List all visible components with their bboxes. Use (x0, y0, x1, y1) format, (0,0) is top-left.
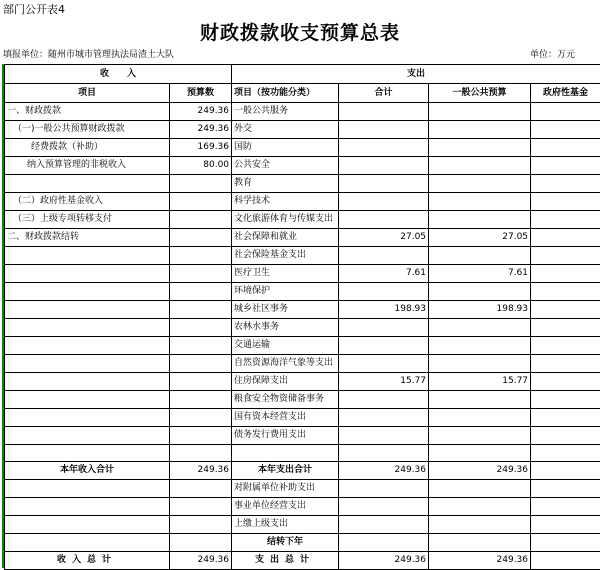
col-header-general-budget: 一般公共预算 (429, 84, 531, 103)
income-item-cell: （三）上级专项转移支付 (5, 211, 170, 229)
table-row (5, 534, 600, 552)
expense-item-cell: 事业单位经营支出 (232, 498, 339, 516)
income-budget-cell (170, 301, 232, 319)
col-header-total: 合计 (339, 84, 429, 103)
expense-general-cell (429, 445, 531, 462)
expense-gov-fund-cell (531, 283, 600, 301)
expense-item-cell: 农林水事务 (232, 319, 339, 337)
expense-total-cell (339, 480, 429, 498)
expense-total-cell (339, 355, 429, 373)
income-budget-cell: 249.36 (170, 462, 232, 480)
expense-total-cell (339, 211, 429, 229)
expense-item-cell: 外交 (232, 121, 339, 139)
table-row (5, 462, 600, 480)
table-row (5, 427, 600, 445)
income-budget-cell (170, 427, 232, 445)
income-item-cell: （一)一般公共预算财政拨款 (5, 121, 170, 139)
expense-general-cell: 249.36 (429, 552, 531, 570)
group-header-row (5, 65, 600, 84)
expense-general-cell (429, 247, 531, 265)
expense-general-cell (429, 337, 531, 355)
expense-gov-fund-cell (531, 480, 600, 498)
income-budget-cell (170, 247, 232, 265)
income-item-cell (5, 409, 170, 427)
income-budget-cell: 249.36 (170, 103, 232, 121)
expense-gov-fund-cell (531, 462, 600, 480)
income-budget-cell (170, 480, 232, 498)
col-header-budget: 预算数 (170, 84, 232, 103)
expense-item-cell: 上缴上级支出 (232, 516, 339, 534)
income-budget-cell (170, 265, 232, 283)
income-budget-cell (170, 516, 232, 534)
income-item-cell (5, 355, 170, 373)
expense-gov-fund-cell (531, 211, 600, 229)
income-item-cell (5, 391, 170, 409)
income-item-cell: 纳入预算管理的非税收入 (5, 157, 170, 175)
table-row (5, 211, 600, 229)
expense-gov-fund-cell (531, 193, 600, 211)
expense-item-cell: 环境保护 (232, 283, 339, 301)
expense-gov-fund-cell (531, 229, 600, 247)
income-budget-cell (170, 193, 232, 211)
expense-gov-fund-cell (531, 498, 600, 516)
expense-general-cell (429, 211, 531, 229)
expense-general-cell: 249.36 (429, 462, 531, 480)
expense-general-cell (429, 121, 531, 139)
income-item-cell: 一、财政拨款 (5, 103, 170, 121)
table-row (5, 301, 600, 319)
expense-total-cell (339, 391, 429, 409)
expense-general-cell (429, 355, 531, 373)
expense-general-cell (429, 283, 531, 301)
expense-gov-fund-cell (531, 409, 600, 427)
report-title: 财政拨款收支预算总表 (0, 18, 600, 45)
table-row (5, 552, 600, 570)
budget-table (4, 64, 600, 570)
income-item-cell: （二）政府性基金收入 (5, 193, 170, 211)
expense-total-cell (339, 193, 429, 211)
expense-item-cell: 国有资本经营支出 (232, 409, 339, 427)
expense-item-cell: 教育 (232, 175, 339, 193)
expense-gov-fund-cell (531, 121, 600, 139)
table-row (5, 283, 600, 301)
income-item-cell (5, 534, 170, 552)
expense-gov-fund-cell (531, 139, 600, 157)
income-budget-cell (170, 337, 232, 355)
table-row (5, 373, 600, 391)
expense-total-cell (339, 337, 429, 355)
expense-general-cell: 15.77 (429, 373, 531, 391)
table-row (5, 265, 600, 283)
expense-item-cell: 自然资源海洋气象等支出 (232, 355, 339, 373)
expense-general-cell (429, 409, 531, 427)
currency-unit: 单位：万元 (530, 47, 575, 60)
expense-gov-fund-cell (531, 103, 600, 121)
expense-item-cell: 对附属单位补助支出 (232, 480, 339, 498)
table-number-label: 部门公开表4 (3, 1, 65, 17)
expense-gov-fund-cell (531, 391, 600, 409)
expense-item-cell: 公共安全 (232, 157, 339, 175)
expense-gov-fund-cell (531, 445, 600, 462)
income-budget-cell: 249.36 (170, 121, 232, 139)
table-row (5, 247, 600, 265)
expense-general-cell (429, 175, 531, 193)
table-row (5, 103, 600, 121)
col-header-gov-fund: 政府性基金 (531, 84, 600, 103)
table-row (5, 355, 600, 373)
table-row (5, 391, 600, 409)
table-row (5, 175, 600, 193)
income-item-cell: 本年收入合计 (5, 462, 170, 480)
table-row (5, 409, 600, 427)
income-item-cell: 收入总计 (5, 552, 170, 570)
income-budget-cell: 80.00 (170, 157, 232, 175)
expense-item-cell: 社会保险基金支出 (232, 247, 339, 265)
income-group-header: 收 入 (5, 65, 232, 84)
income-budget-cell (170, 229, 232, 247)
income-item-cell (5, 480, 170, 498)
expense-gov-fund-cell (531, 319, 600, 337)
expense-general-cell: 27.05 (429, 229, 531, 247)
expense-total-cell (339, 534, 429, 552)
expense-total-cell (339, 283, 429, 301)
expense-gov-fund-cell (531, 265, 600, 283)
expense-total-cell (339, 427, 429, 445)
expense-gov-fund-cell (531, 247, 600, 265)
income-budget-cell (170, 409, 232, 427)
table-row (5, 193, 600, 211)
expense-total-cell: 249.36 (339, 552, 429, 570)
income-item-cell: 经费拨款（补助） (5, 139, 170, 157)
expense-general-cell (429, 516, 531, 534)
expense-item-cell: 债务发行费用支出 (232, 427, 339, 445)
expense-total-cell (339, 247, 429, 265)
expense-total-cell (339, 516, 429, 534)
budget-sheet (2, 64, 600, 568)
income-budget-cell (170, 445, 232, 462)
table-row (5, 498, 600, 516)
income-item-cell (5, 498, 170, 516)
expense-total-cell (339, 139, 429, 157)
expense-item-cell: 住房保障支出 (232, 373, 339, 391)
income-budget-cell (170, 283, 232, 301)
table-row (5, 319, 600, 337)
income-item-cell (5, 337, 170, 355)
expense-gov-fund-cell (531, 157, 600, 175)
expense-general-cell (429, 103, 531, 121)
income-budget-cell (170, 498, 232, 516)
income-budget-cell (170, 391, 232, 409)
expense-item-cell: 支出总计 (232, 552, 339, 570)
expense-general-cell (429, 498, 531, 516)
expense-item-cell: 国防 (232, 139, 339, 157)
expense-gov-fund-cell (531, 175, 600, 193)
expense-total-cell (339, 409, 429, 427)
expense-total-cell (339, 319, 429, 337)
table-row (5, 480, 600, 498)
table-row (5, 445, 600, 462)
income-item-cell (5, 427, 170, 445)
expense-total-cell (339, 445, 429, 462)
expense-item-cell: 城乡社区事务 (232, 301, 339, 319)
table-row (5, 157, 600, 175)
income-item-cell (5, 283, 170, 301)
income-item-cell (5, 319, 170, 337)
income-budget-cell: 249.36 (170, 552, 232, 570)
expense-general-cell (429, 319, 531, 337)
table-row (5, 121, 600, 139)
expense-gov-fund-cell (531, 301, 600, 319)
table-row (5, 337, 600, 355)
expense-item-cell: 社会保障和就业 (232, 229, 339, 247)
column-header-row (5, 84, 600, 103)
expense-item-cell: 一般公共服务 (232, 103, 339, 121)
expense-total-cell (339, 103, 429, 121)
income-item-cell (5, 301, 170, 319)
income-budget-cell (170, 373, 232, 391)
expense-item-cell: 本年支出合计 (232, 462, 339, 480)
income-budget-cell (170, 319, 232, 337)
expense-total-cell: 15.77 (339, 373, 429, 391)
expense-general-cell: 198.93 (429, 301, 531, 319)
expense-general-cell: 7.61 (429, 265, 531, 283)
col-header-item: 项目 (5, 84, 170, 103)
expense-total-cell: 27.05 (339, 229, 429, 247)
income-item-cell: 二、财政拨款结转 (5, 229, 170, 247)
expense-gov-fund-cell (531, 373, 600, 391)
expense-gov-fund-cell (531, 516, 600, 534)
reporting-unit: 填报单位：随州市城市管理执法局渣土大队 (3, 47, 174, 60)
expense-general-cell (429, 427, 531, 445)
table-row (5, 139, 600, 157)
expense-item-cell: 科学技术 (232, 193, 339, 211)
income-item-cell (5, 445, 170, 462)
income-item-cell (5, 247, 170, 265)
table-row (5, 229, 600, 247)
expense-total-cell (339, 175, 429, 193)
income-item-cell (5, 373, 170, 391)
expense-general-cell (429, 534, 531, 552)
income-item-cell (5, 265, 170, 283)
expense-general-cell (429, 391, 531, 409)
expense-group-header: 支出 (232, 65, 600, 84)
expense-item-cell: 文化旅游体育与传媒支出 (232, 211, 339, 229)
income-budget-cell: 169.36 (170, 139, 232, 157)
income-budget-cell (170, 211, 232, 229)
expense-total-cell (339, 121, 429, 139)
expense-gov-fund-cell (531, 355, 600, 373)
expense-item-cell: 结转下年 (232, 534, 339, 552)
expense-total-cell: 249.36 (339, 462, 429, 480)
expense-general-cell (429, 193, 531, 211)
income-item-cell (5, 516, 170, 534)
col-header-item-func: 项目（按功能分类） (232, 84, 339, 103)
expense-gov-fund-cell (531, 552, 600, 570)
income-budget-cell (170, 534, 232, 552)
table-row (5, 516, 600, 534)
expense-total-cell (339, 498, 429, 516)
expense-item-cell: 医疗卫生 (232, 265, 339, 283)
expense-item-cell: 交通运输 (232, 337, 339, 355)
expense-total-cell: 7.61 (339, 265, 429, 283)
income-item-cell (5, 175, 170, 193)
expense-general-cell (429, 157, 531, 175)
expense-item-cell (232, 445, 339, 462)
expense-item-cell: 粮食安全物资储备事务 (232, 391, 339, 409)
expense-total-cell (339, 157, 429, 175)
expense-gov-fund-cell (531, 427, 600, 445)
expense-gov-fund-cell (531, 337, 600, 355)
expense-total-cell: 198.93 (339, 301, 429, 319)
expense-gov-fund-cell (531, 534, 600, 552)
income-budget-cell (170, 175, 232, 193)
expense-general-cell (429, 480, 531, 498)
income-budget-cell (170, 355, 232, 373)
expense-general-cell (429, 139, 531, 157)
